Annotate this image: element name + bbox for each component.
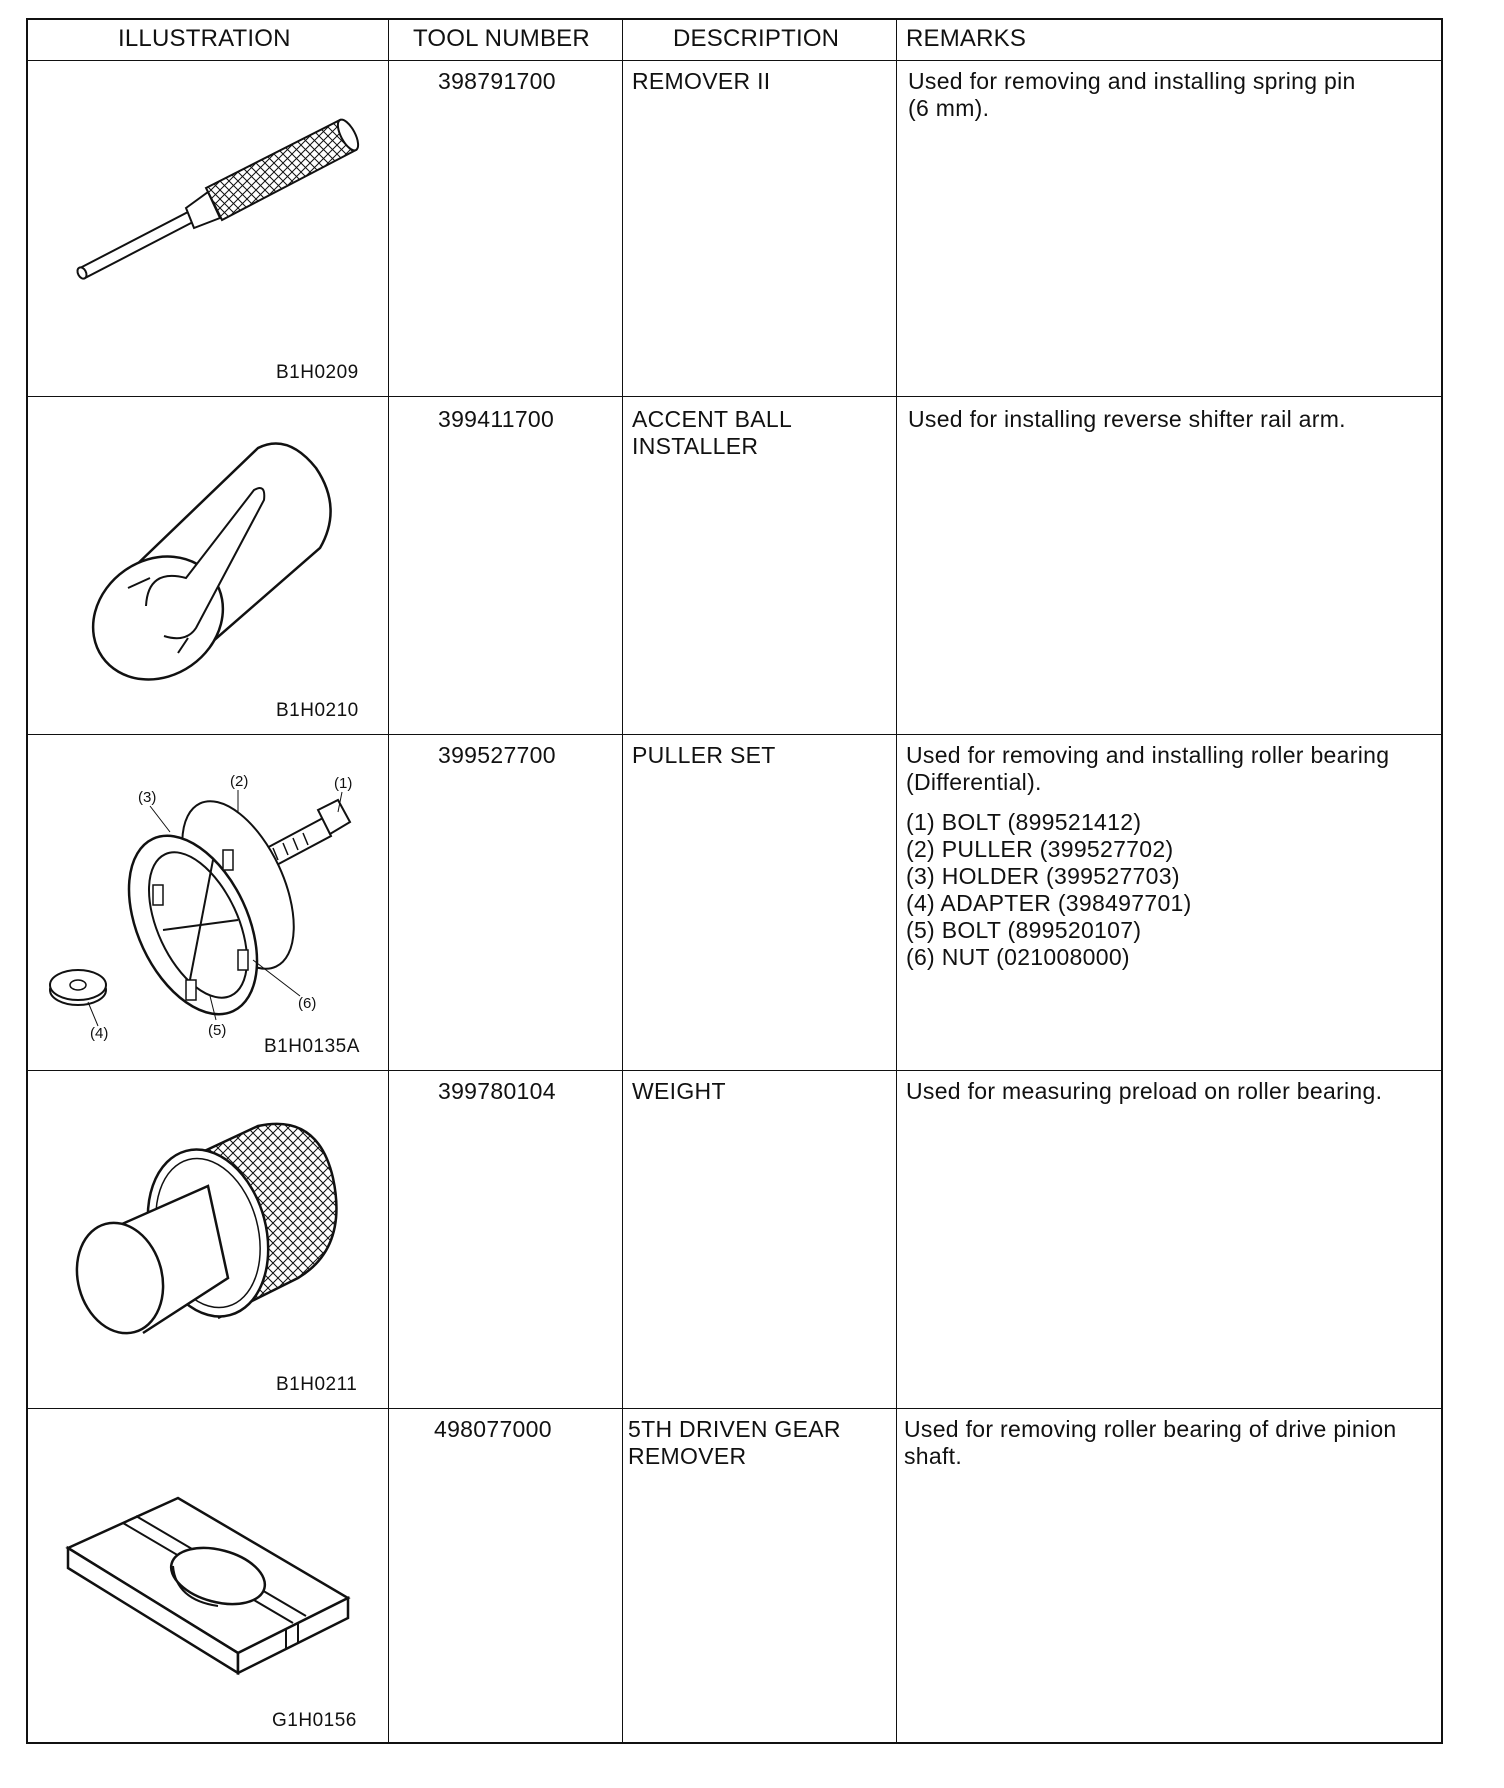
row-divider (28, 60, 1441, 61)
tool-number: 399527700 (438, 742, 556, 768)
row-divider (28, 1070, 1441, 1071)
remover-pin-illustration (58, 100, 378, 305)
puller-set-illustration (38, 750, 378, 1045)
tool-description: ACCENT BALL INSTALLER (632, 406, 793, 459)
weight-illustration (58, 1118, 368, 1353)
callout-label: (4) (90, 1025, 109, 1042)
column-divider (896, 20, 897, 1742)
tool-description: PULLER SET (632, 742, 776, 768)
illustration-code: B1H0210 (276, 700, 359, 721)
row-divider (28, 396, 1441, 397)
tool-remarks: Used for installing reverse shifter rail arm. (908, 406, 1346, 432)
header-illustration: ILLUSTRATION (118, 25, 291, 52)
callout-label: (5) (208, 1022, 227, 1039)
callout-label: (1) (334, 775, 353, 792)
part-item: (6) NUT (021008000) (906, 944, 1130, 970)
remover-pin-drawing (58, 100, 378, 300)
part-item: (4) ADAPTER (398497701) (906, 890, 1192, 916)
tool-remarks: Used for removing and installing roller bearing (Differential). (906, 742, 1390, 795)
illustration-code: B1H0135A (264, 1036, 360, 1057)
column-divider (622, 20, 623, 1742)
tool-remarks: Used for removing roller bearing of drive pinion shaft. (904, 1416, 1397, 1469)
driven-gear-remover-drawing (58, 1488, 358, 1688)
tool-description: REMOVER II (632, 68, 771, 94)
weight-drawing (58, 1118, 368, 1348)
tool-description: WEIGHT (632, 1078, 726, 1104)
row-divider (28, 734, 1441, 735)
header-description: DESCRIPTION (673, 25, 840, 52)
illustration-code: B1H0209 (276, 362, 359, 383)
tool-number: 498077000 (434, 1416, 552, 1442)
accent-ball-installer-illustration (68, 428, 368, 693)
part-item: (1) BOLT (899521412) (906, 809, 1142, 835)
illustration-code: B1H0211 (276, 1374, 358, 1395)
puller-set-drawing (38, 750, 378, 1040)
header-tool-number: TOOL NUMBER (413, 25, 590, 52)
special-tools-table (26, 18, 1443, 1744)
tool-number: 399780104 (438, 1078, 556, 1104)
column-divider (388, 20, 389, 1742)
callout-label: (3) (138, 789, 157, 806)
tool-remarks: Used for removing and installing spring pin (6 mm). (908, 68, 1356, 121)
tool-number: 399411700 (438, 406, 555, 432)
illustration-code: G1H0156 (272, 1710, 357, 1731)
callout-label: (2) (230, 773, 249, 790)
accent-ball-installer-drawing (68, 428, 368, 688)
callout-label: (6) (298, 995, 317, 1012)
part-item: (2) PULLER (399527702) (906, 836, 1174, 862)
tool-remarks: Used for measuring preload on roller bearing. (906, 1078, 1383, 1104)
header-remarks: REMARKS (906, 25, 1027, 52)
parts-list (906, 809, 1192, 971)
part-item: (5) BOLT (899520107) (906, 917, 1142, 943)
tool-description: 5TH DRIVEN GEAR REMOVER (628, 1416, 841, 1469)
part-item: (3) HOLDER (399527703) (906, 863, 1180, 889)
tool-number: 398791700 (438, 68, 556, 94)
row-divider (28, 1408, 1441, 1409)
driven-gear-remover-illustration (58, 1488, 358, 1693)
